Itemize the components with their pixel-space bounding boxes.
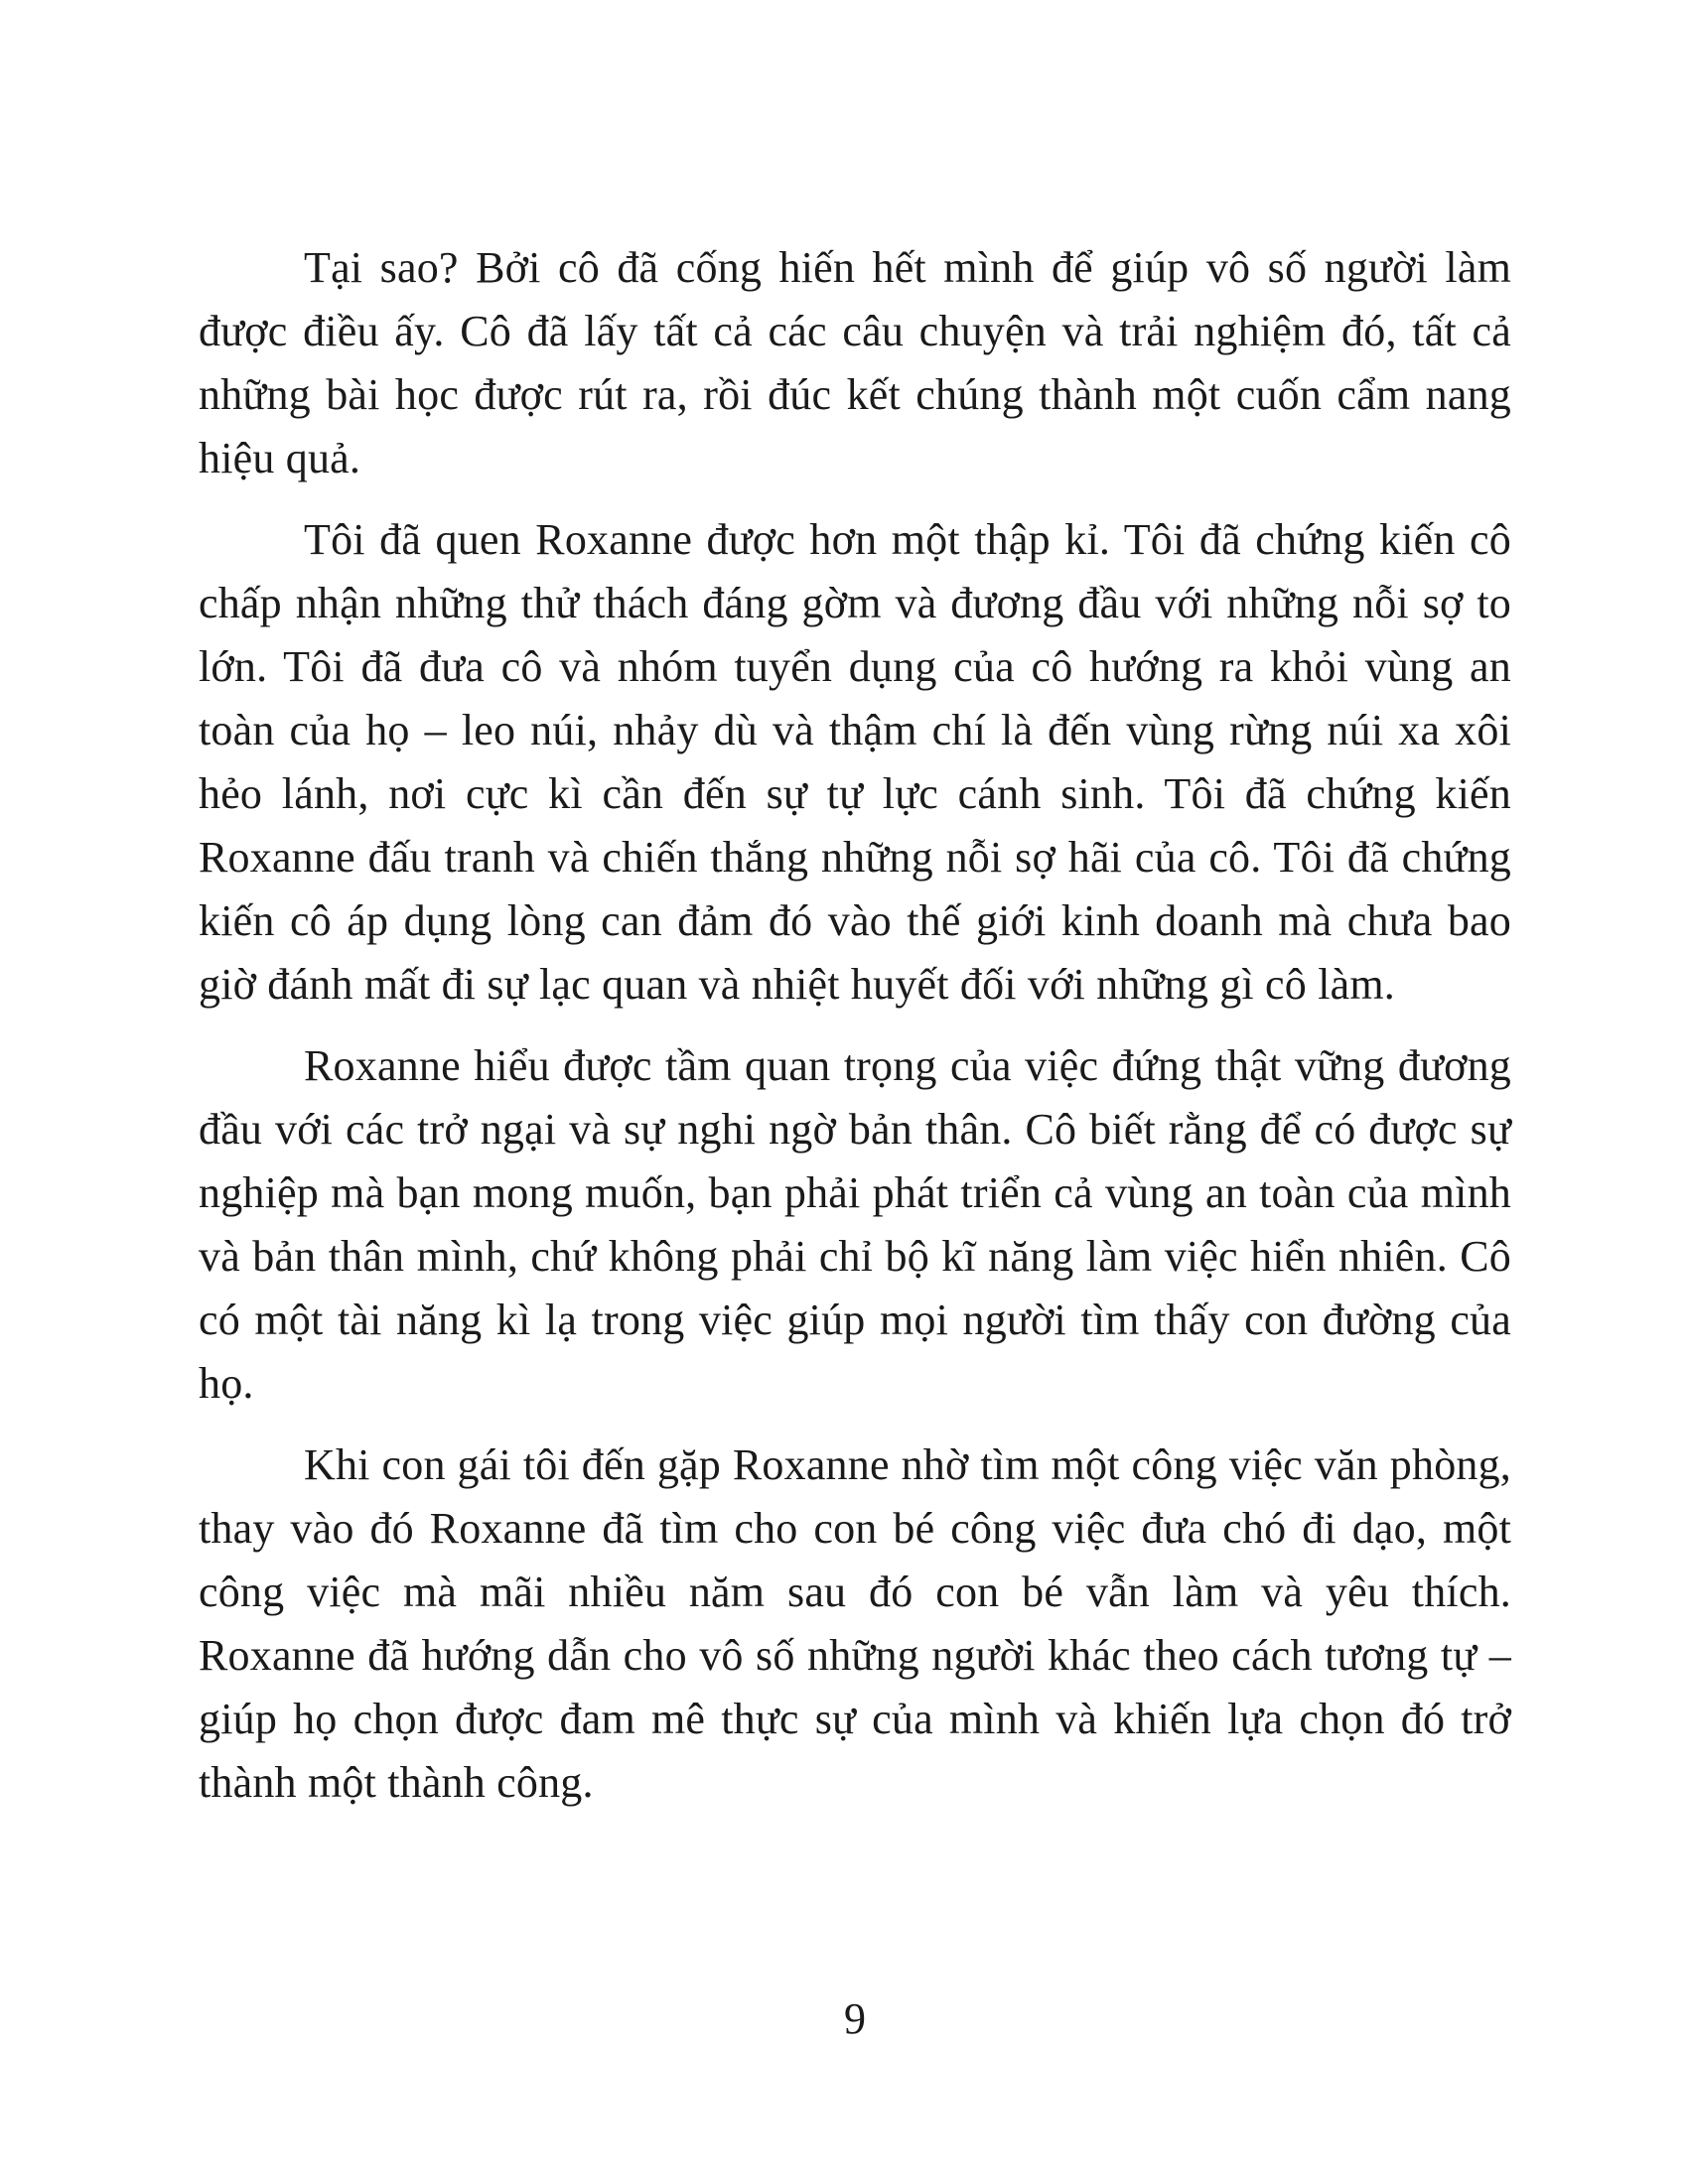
paragraph-3: Roxanne hiểu được tầm quan trọng của việc đứng thật vững đương đầu với các trở ngại và sự nghi ngờ bản thân. Cô biết rằng để có được sự nghiệp mà bạn mong muốn, bạn phải phát triển cả vùng an toàn của mình và bản thân mình, chứ không phải chỉ bộ kĩ năng làm việc hiển nhiên. Cô có một tài năng kì lạ trong việc giúp mọi người tìm thấy con đường của họ.: [199, 1041, 1511, 1408]
page-number: 9: [844, 1994, 866, 2043]
text-block: [199, 236, 1511, 1833]
paragraph-2: Tôi đã quen Roxanne được hơn một thập kỉ. Tôi đã chứng kiến cô chấp nhận những thử thách đáng gờm và đương đầu với những nỗi sợ to lớn. Tôi đã đưa cô và nhóm tuyển dụng của cô hướng ra khỏi vùng an toàn của họ – leo núi, nhảy dù và thậm chí là đến vùng rừng núi xa xôi hẻo lánh, nơi cực kì cần đến sự tự lực cánh sinh. Tôi đã chứng kiến Roxanne đấu tranh và chiến thắng những nỗi sợ hãi của cô. Tôi đã chứng kiến cô áp dụng lòng can đảm đó vào thế giới kinh doanh mà chưa bao giờ đánh mất đi sự lạc quan và nhiệt huyết đối với những gì cô làm.: [199, 515, 1511, 1009]
paragraph-4: Khi con gái tôi đến gặp Roxanne nhờ tìm một công việc văn phòng, thay vào đó Roxanne đã tìm cho con bé công việc đưa chó đi dạo, một công việc mà mãi nhiều năm sau đó con bé vẫn làm và yêu thích. Roxanne đã hướng dẫn cho vô số những người khác theo cách tương tự – giúp họ chọn được đam mê thực sự của mình và khiến lựa chọn đó trở thành một thành công.: [199, 1440, 1511, 1807]
paragraph-1: Tại sao? Bởi cô đã cống hiến hết mình để giúp vô số người làm được điều ấy. Cô đã lấy tất cả các câu chuyện và trải nghiệm đó, tất cả những bài học được rút ra, rồi đúc kết chúng thành một cuốn cẩm nang hiệu quả.: [199, 243, 1511, 482]
